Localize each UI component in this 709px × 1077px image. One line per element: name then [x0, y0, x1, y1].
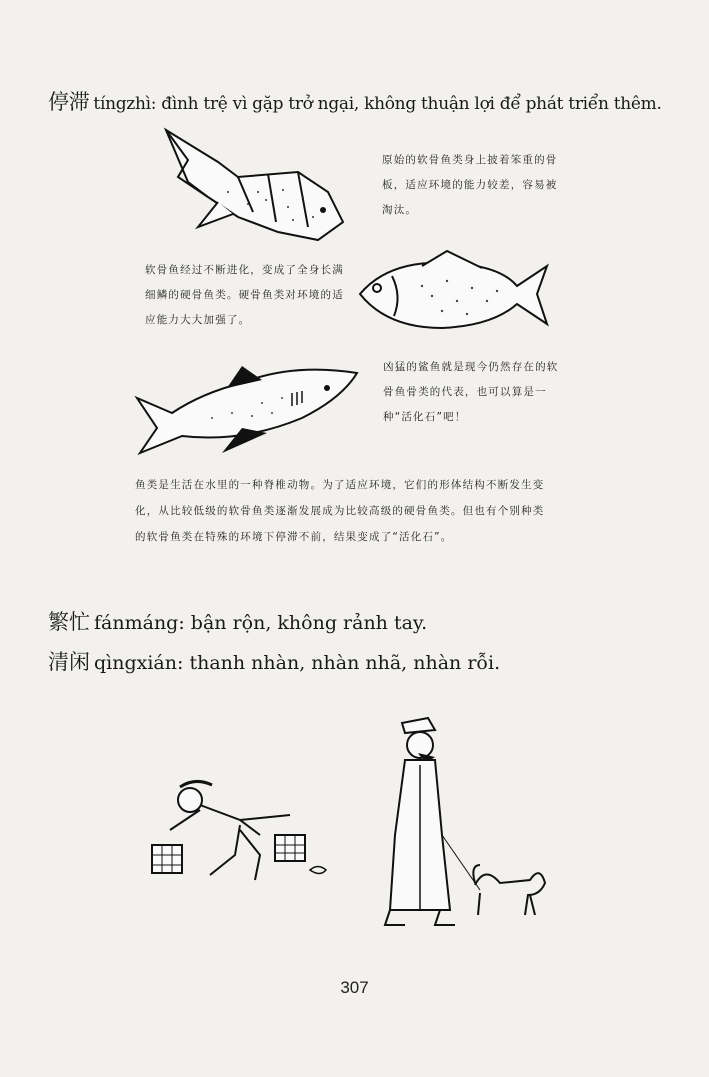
entry-hanzi: 繁忙: [48, 610, 90, 634]
entry-tingzhi: [48, 86, 662, 116]
entry-pinyin: tíngzhì:: [93, 94, 157, 114]
entry-pinyin: qìngxián:: [94, 652, 184, 674]
caption-shark: 凶猛的鲨鱼就是现今仍然存在的软骨鱼骨类的代表，也可以算是一种“活化石”吧！: [383, 361, 559, 423]
entry-pinyin: fánmáng:: [94, 612, 185, 634]
page-number: 307: [340, 978, 369, 997]
entry-meaning: thanh nhàn, nhàn nhã, nhàn rỗi.: [189, 652, 501, 674]
entry-fanmang: [48, 606, 427, 636]
idle-man-with-dog-illustration: [380, 715, 550, 930]
caption-bony-fish: 软骨鱼经过不断进化，变成了全身长满细鳞的硬骨鱼类。硬骨鱼类对环境的适应能力大大加强了。: [145, 264, 344, 326]
bony-fish-illustration: [352, 246, 552, 336]
entry-hanzi: 停滞: [48, 90, 90, 114]
caption-summary: 鱼类是生活在水里的一种脊椎动物。为了适应环境，它们的形体结构不断发生变化，从比较低级的软骨鱼类逐渐发展成为比较高级的硬骨鱼类。但也有个别种类的软骨鱼类在特殊的环境下停滞不前，结果变成了“活化石”。: [135, 479, 545, 543]
caption-primitive-fish: 原始的软骨鱼类身上披着笨重的骨板，适应环境的能力较差，容易被淘汰。: [382, 154, 558, 216]
entry-hanzi: 清闲: [48, 650, 90, 674]
busy-man-illustration: [140, 775, 340, 895]
entry-meaning: bận rộn, không rảnh tay.: [190, 612, 428, 634]
entry-qingxian: [48, 646, 500, 676]
entry-meaning: đình trệ vì gặp trở ngại, không thuận lợi để phát triển thêm.: [161, 94, 662, 114]
shark-illustration: [132, 358, 362, 458]
primitive-fish-illustration: [158, 122, 358, 247]
